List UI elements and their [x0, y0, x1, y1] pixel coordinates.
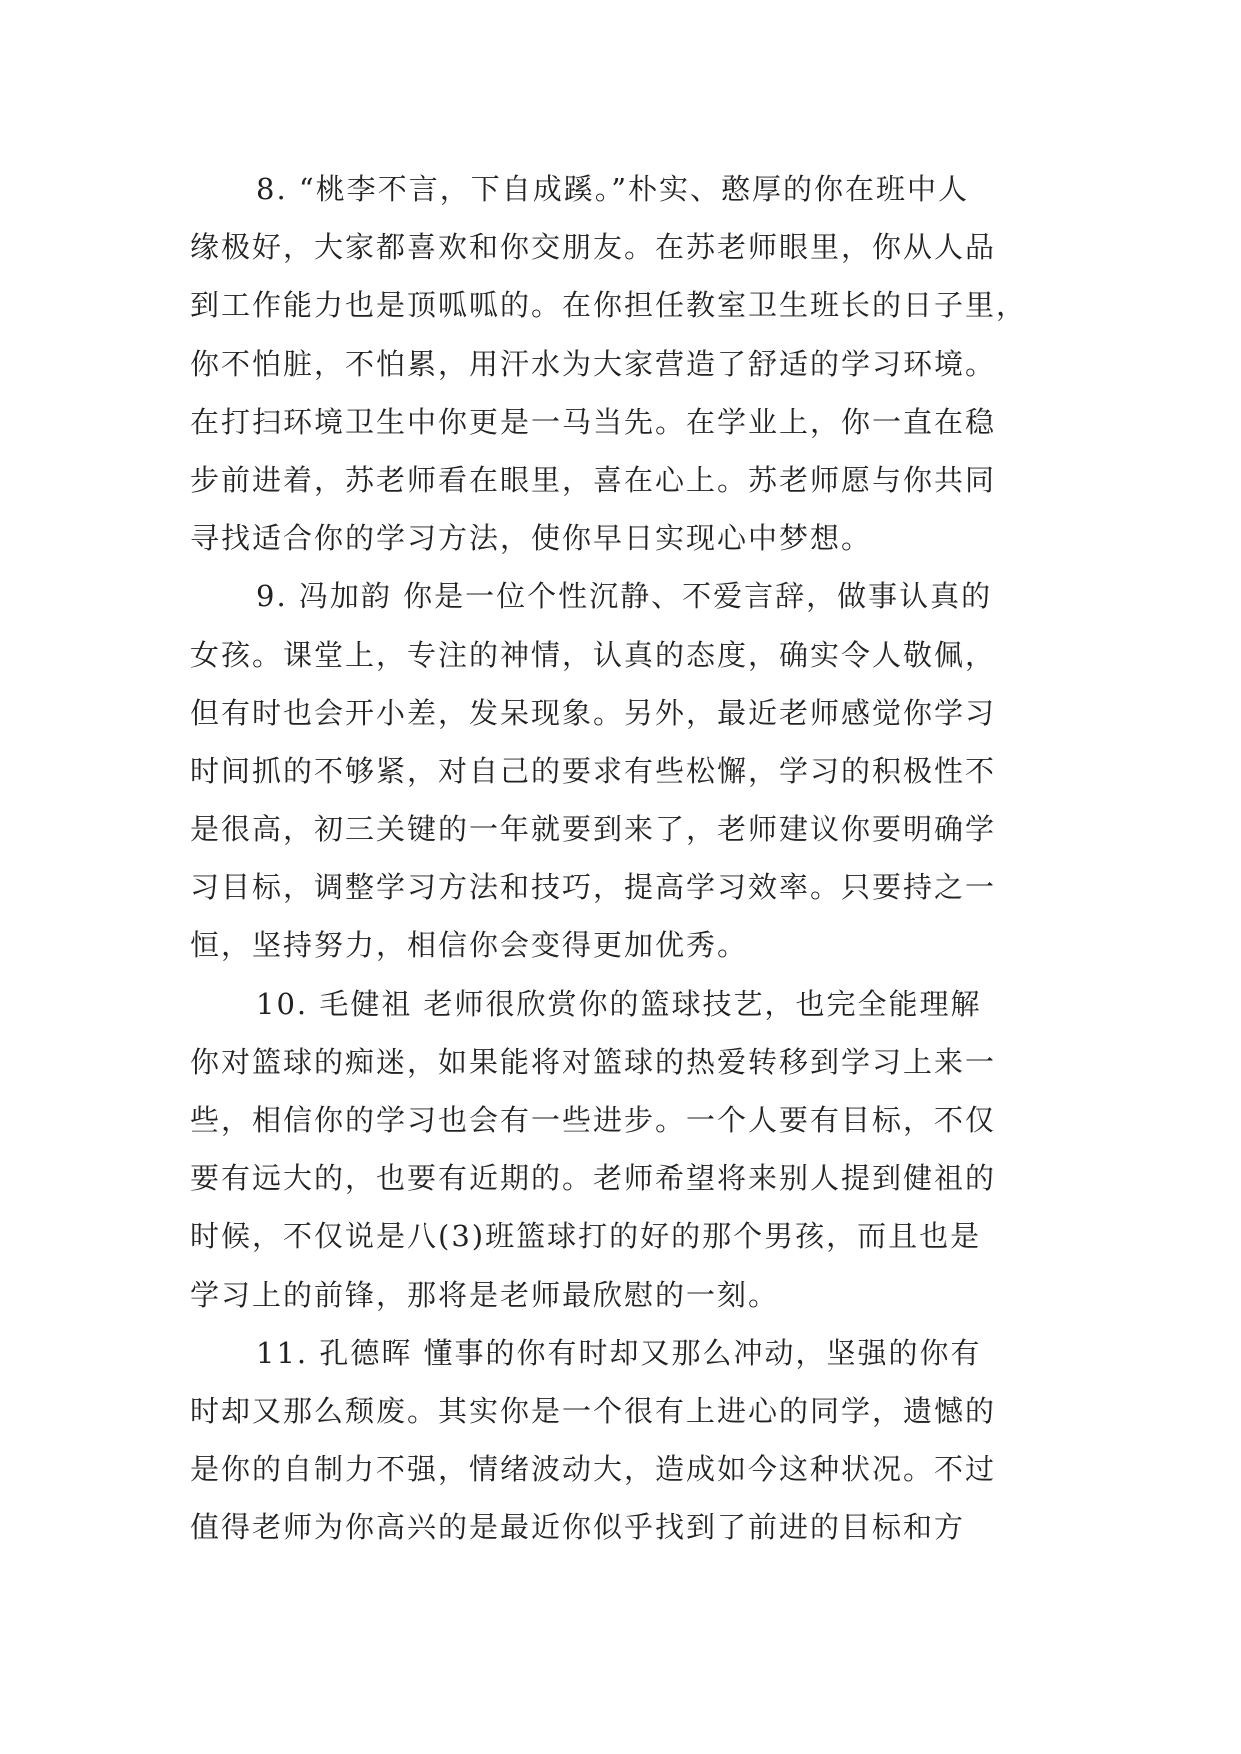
text-line: 值得老师为你高兴的是最近你似乎找到了前进的目标和方 [190, 1510, 966, 1545]
text-line: 习目标，调整学习方法和技巧，提高学习效率。只要持之一 [190, 870, 997, 905]
text-line: 时间抓的不够紧，对自己的要求有些松懈，学习的积极性不 [190, 753, 997, 788]
paragraph-11 [190, 1324, 1090, 1557]
text-line: 要有远大的，也要有近期的。老师希望将来别人提到健祖的 [190, 1161, 997, 1196]
text-line: 9. 冯加韵 你是一位个性沉静、不爱言辞，做事认真的 [256, 579, 993, 614]
text-line: 你对篮球的痴迷，如果能将对篮球的热爱转移到学习上来一 [190, 1044, 997, 1079]
text-line: 女孩。课堂上，专注的神情，认真的态度，确实令人敬佩， [190, 637, 997, 672]
text-line: 8. “桃李不言，下自成蹊。”朴实、憨厚的你在班中人 [256, 172, 970, 206]
text-line: 学习上的前锋，那将是老师最欣慰的一刻。 [190, 1277, 780, 1312]
text-line: 缘极好，大家都喜欢和你交朋友。在苏老师眼里，你从人品 [190, 230, 997, 265]
text-line: 但有时也会开小差，发呆现象。另外，最近老师感觉你学习 [190, 695, 997, 730]
paragraph-8 [190, 160, 1090, 567]
text-line: 11. 孔德晖 懂事的你有时却又那么冲动，坚强的你有 [256, 1335, 982, 1370]
text-line: 是你的自制力不强，情绪波动大，造成如今这种状况。不过 [190, 1452, 997, 1487]
text-line: 些，相信你的学习也会有一些进步。一个人要有目标，不仅 [190, 1103, 997, 1137]
text-line: 是很高，初三关键的一年就要到来了，老师建议你要明确学 [190, 812, 997, 847]
text-line: 步前进着，苏老师看在眼里，喜在心上。苏老师愿与你共同 [190, 462, 997, 497]
paragraph-10 [190, 975, 1090, 1324]
paragraph-9 [190, 567, 1090, 974]
text-line: 时却又那么颓废。其实你是一个很有上进心的同学，遗憾的 [190, 1393, 997, 1428]
text-line: 你不怕脏，不怕累，用汗水为大家营造了舒适的学习环境。 [190, 346, 997, 381]
text-line: 在打扫环境卫生中你更是一马当先。在学业上，你一直在稳 [190, 404, 997, 439]
text-line: 到工作能力也是顶呱呱的。在你担任教室卫生班长的日子里， [190, 288, 1028, 323]
text-line: 10. 毛健祖 老师很欣赏你的篮球技艺，也完全能理解 [256, 986, 982, 1021]
text-line: 时候，不仅说是八(3)班篮球打的好的那个男孩，而且也是 [190, 1219, 982, 1254]
text-line: 恒，坚持努力，相信你会变得更加优秀。 [190, 928, 749, 963]
text-line: 寻找适合你的学习方法，使你早日实现心中梦想。 [190, 521, 873, 556]
document-body [190, 160, 1090, 1557]
